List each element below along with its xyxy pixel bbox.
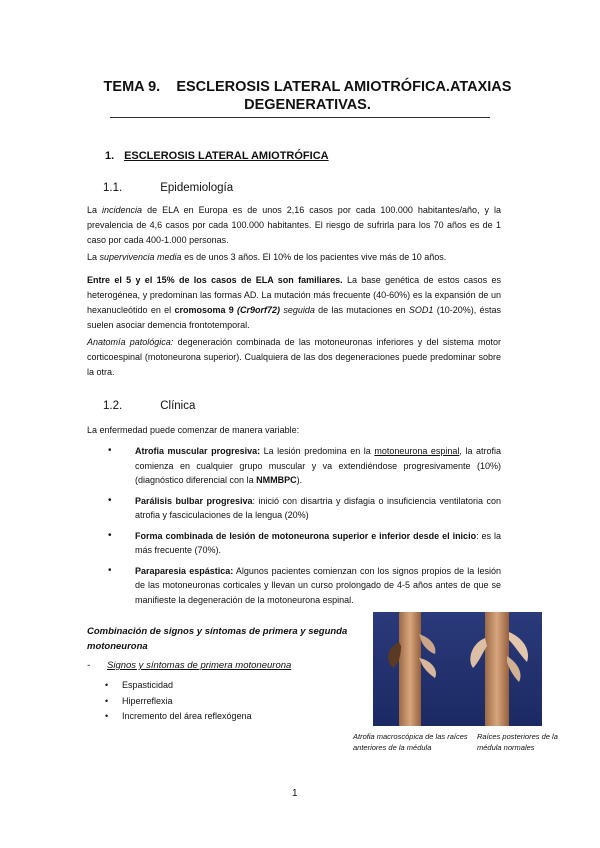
title-divider xyxy=(110,117,490,118)
list-item: • Parálisis bulbar progresiva: inició con disartria y disfagia o insuficiencia ventilatoria con atrofia y fasciculaciones de la lengua (20%) xyxy=(108,494,501,523)
subsection-title: Epidemiología xyxy=(160,182,234,194)
paragraph-anatomia: Anatomía patológica: degeneración combinada de las motoneuronas inferiores y del sistema motor corticoespinal (motoneurona superior). Cualquiera de las dos degeneraciones puede predominar sobre la otra. xyxy=(87,337,501,377)
left-cord xyxy=(399,612,421,726)
paragraph-intro-clinica: La enfermedad puede comenzar de manera variable: xyxy=(87,425,300,435)
combination-heading: Combinación de signos y síntomas de primera y segunda motoneurona xyxy=(87,626,348,652)
list-item: • Paraparesia espástica: Algunos pacientes comienzan con los signos propios de la lesión de las motoneuronas corticales y llevan un curso prolongado de 4-5 años antes de que se manifieste la degeneración de la motoneurona espinal. xyxy=(108,564,501,608)
section-title: ESCLEROSIS LATERAL AMIOTRÓFICA xyxy=(124,150,329,162)
subsection-clinica xyxy=(103,400,195,412)
caption-right: Raíces posteriores de la médula normales xyxy=(477,732,558,752)
section-number: 1. xyxy=(105,150,115,162)
caption-left: Atrofia macroscópica de las raíces anteriores de la médula xyxy=(353,732,468,752)
clinical-forms-list xyxy=(108,444,501,613)
list-item: • Incremento del área reflexógena xyxy=(105,709,252,725)
list-item: • Forma combinada de lesión de motoneurona superior e inferior desde el inicio: es la más frecuente (70%). xyxy=(108,529,501,558)
paragraph-incidencia: La incidencia de ELA en Europa es de unos 2,16 casos por cada 100.000 habitantes/año, y la prevalencia de 4,6 casos por cada 100.000 habitantes. El riesgo de sufrirla para los 70 años es de 1 caso por cada 400-1.000 personas. xyxy=(87,205,501,245)
section-heading xyxy=(105,150,329,162)
right-cord xyxy=(485,612,509,726)
list-item: • Atrofia muscular progresiva: La lesión predomina en la motoneurona espinal, la atrofia comienza en cualquier grupo muscular y va extendiéndose progresivamente (10%) (diagnóstico diferencial con la NMMBPC). xyxy=(108,444,501,488)
paragraph-familiares: Entre el 5 y el 15% de los casos de ELA son familiares. La base genética de estos casos es heterogénea, y predominan las formas AD. La mutación más frecuente (40-60%) es la expansión de un hexanucleótido en el cromosoma 9 (Cr9orf72) seguida de las mutaciones en SOD1 (10-20%), éstas suelen asociar demencia frontotemporal. xyxy=(87,275,502,330)
subsection-number: 1.2. xyxy=(103,400,123,412)
spinal-cord-photo xyxy=(373,612,542,726)
subsection-title: Clínica xyxy=(160,400,196,412)
page-number: 1 xyxy=(292,788,298,799)
list-item: • Hiperreflexia xyxy=(105,694,252,710)
subsection-epidemiologia xyxy=(103,182,233,194)
first-motoneuron-heading: - Signos y síntomas de primera motoneurona xyxy=(87,660,292,671)
signs-list xyxy=(105,678,252,725)
title-line-2: DEGENERATIVAS. xyxy=(244,97,371,113)
list-item: • Espasticidad xyxy=(105,678,252,694)
subsection-number: 1.1. xyxy=(103,182,123,194)
title-line-1: TEMA 9. ESCLEROSIS LATERAL AMIOTRÓFICA.ATAXIAS xyxy=(103,79,512,95)
paragraph-supervivencia: La supervivencia media es de unos 3 años. El 10% de los pacientes vive más de 10 años. xyxy=(87,252,447,262)
